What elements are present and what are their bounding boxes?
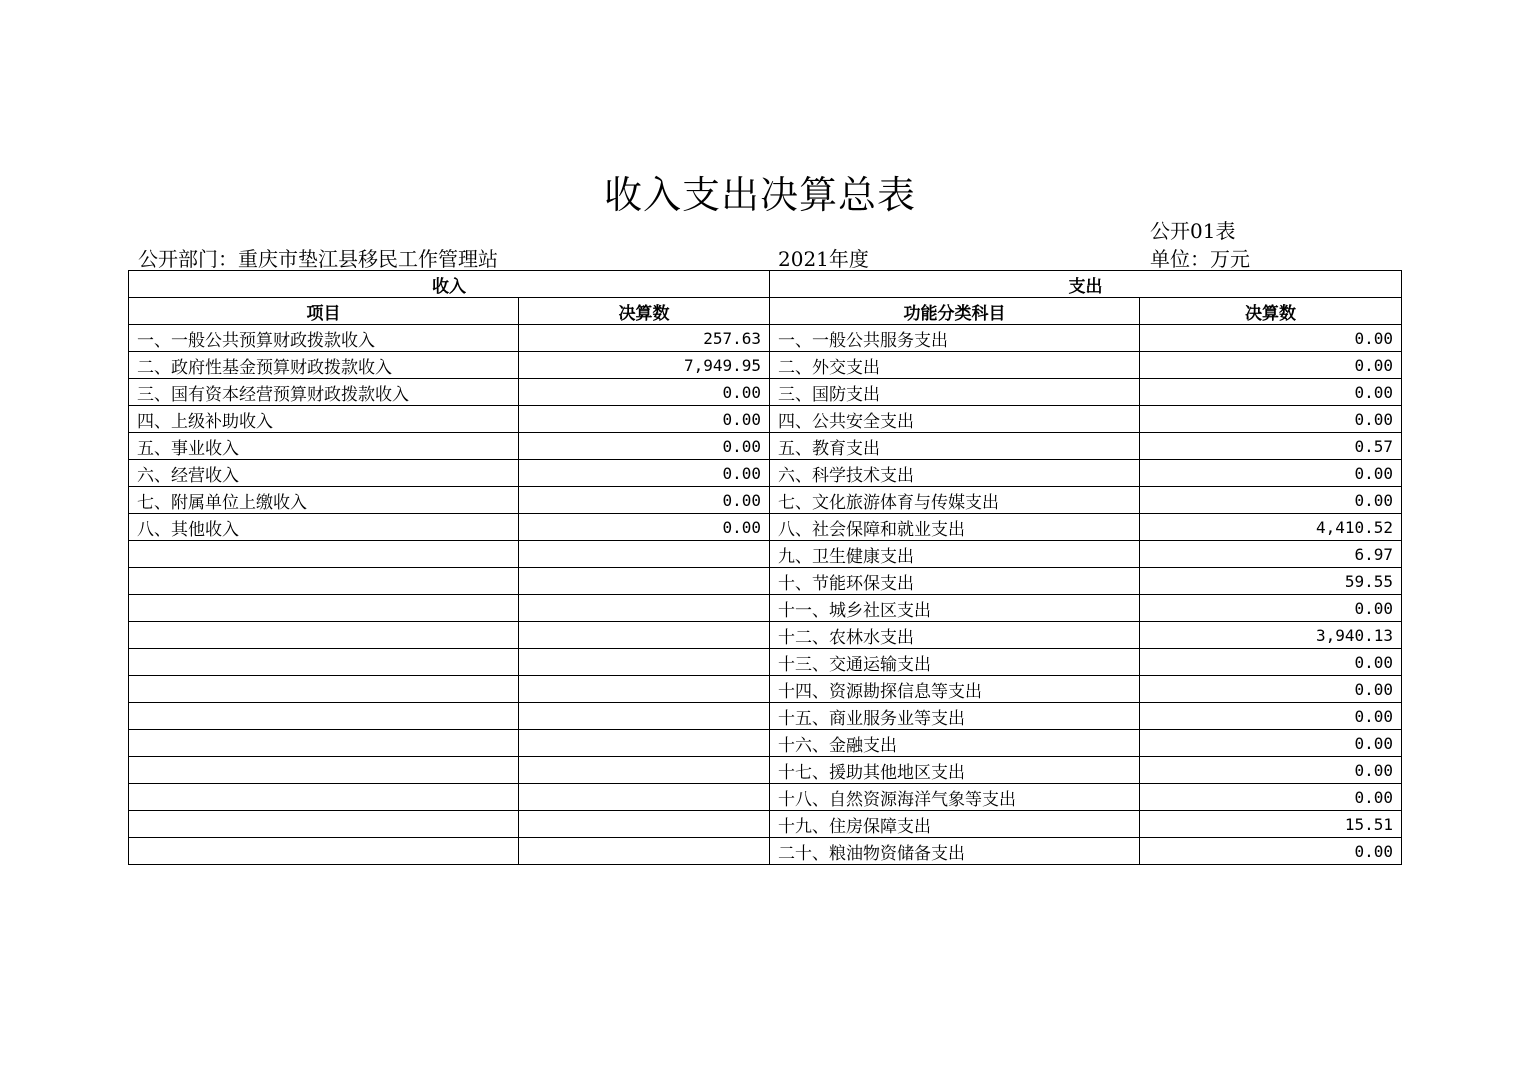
expense-amount-cell: 0.00 [1140, 784, 1402, 811]
income-item-cell [129, 811, 519, 838]
income-amount-column-header: 决算数 [519, 298, 770, 325]
income-item-cell [129, 703, 519, 730]
expense-amount-cell: 15.51 [1140, 811, 1402, 838]
income-item-cell: 八、其他收入 [129, 514, 519, 541]
expense-item-cell: 三、国防支出 [770, 379, 1140, 406]
table-group-header-row [129, 271, 1402, 298]
table-row [129, 811, 1402, 838]
table-column-header-row [129, 298, 1402, 325]
income-amount-cell [519, 757, 770, 784]
expense-item-cell: 八、社会保障和就业支出 [770, 514, 1140, 541]
income-amount-cell [519, 730, 770, 757]
table-row [129, 406, 1402, 433]
table-row [129, 595, 1402, 622]
function-category-column-header: 功能分类科目 [770, 298, 1140, 325]
table-row [129, 703, 1402, 730]
income-amount-cell [519, 568, 770, 595]
table-row [129, 325, 1402, 352]
expense-amount-cell: 0.00 [1140, 487, 1402, 514]
table-row [129, 757, 1402, 784]
income-amount-cell: 0.00 [519, 487, 770, 514]
income-item-cell [129, 622, 519, 649]
expense-item-cell: 十四、资源勘探信息等支出 [770, 676, 1140, 703]
income-item-cell: 七、附属单位上缴收入 [129, 487, 519, 514]
expense-amount-cell: 0.00 [1140, 730, 1402, 757]
table-row [129, 568, 1402, 595]
income-item-cell [129, 595, 519, 622]
table-row [129, 649, 1402, 676]
income-amount-cell [519, 595, 770, 622]
expense-amount-column-header: 决算数 [1140, 298, 1402, 325]
expense-amount-cell: 0.00 [1140, 676, 1402, 703]
income-item-cell [129, 676, 519, 703]
expense-amount-cell: 0.00 [1140, 352, 1402, 379]
income-amount-cell: 0.00 [519, 379, 770, 406]
income-item-cell [129, 784, 519, 811]
income-amount-cell: 257.63 [519, 325, 770, 352]
expense-item-cell: 十六、金融支出 [770, 730, 1140, 757]
table-row [129, 433, 1402, 460]
expense-item-cell: 十二、农林水支出 [770, 622, 1140, 649]
expense-item-cell: 十八、自然资源海洋气象等支出 [770, 784, 1140, 811]
table-row [129, 460, 1402, 487]
expense-item-cell: 十、节能环保支出 [770, 568, 1140, 595]
income-item-cell [129, 757, 519, 784]
table-row [129, 487, 1402, 514]
table-row [129, 379, 1402, 406]
expense-amount-cell: 3,940.13 [1140, 622, 1402, 649]
income-amount-cell [519, 541, 770, 568]
expense-item-cell: 十九、住房保障支出 [770, 811, 1140, 838]
income-amount-cell: 0.00 [519, 514, 770, 541]
income-amount-cell: 0.00 [519, 433, 770, 460]
table-row [129, 622, 1402, 649]
table-row [129, 838, 1402, 865]
income-amount-cell [519, 784, 770, 811]
income-amount-cell [519, 811, 770, 838]
unit-label: 单位：万元 [1150, 247, 1250, 271]
expense-item-cell: 七、文化旅游体育与传媒支出 [770, 487, 1140, 514]
page-title: 收入支出决算总表 [603, 173, 916, 217]
expense-item-cell: 二十、粮油物资储备支出 [770, 838, 1140, 865]
expense-amount-cell: 0.57 [1140, 433, 1402, 460]
expense-amount-cell: 0.00 [1140, 325, 1402, 352]
table-row [129, 352, 1402, 379]
table-body [129, 325, 1402, 865]
fiscal-year: 2021年度 [778, 247, 869, 271]
income-amount-cell [519, 703, 770, 730]
expense-group-header: 支出 [770, 271, 1402, 298]
income-amount-cell [519, 838, 770, 865]
income-item-cell [129, 568, 519, 595]
income-item-cell: 三、国有资本经营预算财政拨款收入 [129, 379, 519, 406]
income-amount-cell [519, 649, 770, 676]
department-label: 公开部门：重庆市垫江县移民工作管理站 [138, 247, 498, 271]
expense-item-cell: 十七、援助其他地区支出 [770, 757, 1140, 784]
income-item-cell [129, 838, 519, 865]
expense-amount-cell: 0.00 [1140, 703, 1402, 730]
table-row [129, 784, 1402, 811]
expense-amount-cell: 59.55 [1140, 568, 1402, 595]
expense-amount-cell: 0.00 [1140, 460, 1402, 487]
table-row [129, 541, 1402, 568]
item-column-header: 项目 [129, 298, 519, 325]
expense-amount-cell: 0.00 [1140, 838, 1402, 865]
expense-item-cell: 十一、城乡社区支出 [770, 595, 1140, 622]
table-row [129, 514, 1402, 541]
expense-amount-cell: 0.00 [1140, 379, 1402, 406]
income-item-cell [129, 730, 519, 757]
expense-amount-cell: 0.00 [1140, 595, 1402, 622]
table-row [129, 676, 1402, 703]
income-item-cell [129, 541, 519, 568]
expense-amount-cell: 4,410.52 [1140, 514, 1402, 541]
expense-amount-cell: 0.00 [1140, 406, 1402, 433]
income-item-cell: 四、上级补助收入 [129, 406, 519, 433]
income-group-header: 收入 [129, 271, 770, 298]
income-item-cell: 五、事业收入 [129, 433, 519, 460]
income-amount-cell: 0.00 [519, 406, 770, 433]
income-item-cell [129, 649, 519, 676]
expense-amount-cell: 6.97 [1140, 541, 1402, 568]
expense-item-cell: 二、外交支出 [770, 352, 1140, 379]
income-amount-cell: 0.00 [519, 460, 770, 487]
table-row [129, 730, 1402, 757]
income-item-cell: 六、经营收入 [129, 460, 519, 487]
expense-item-cell: 九、卫生健康支出 [770, 541, 1140, 568]
expense-amount-cell: 0.00 [1140, 649, 1402, 676]
expense-item-cell: 五、教育支出 [770, 433, 1140, 460]
income-amount-cell [519, 622, 770, 649]
expense-item-cell: 一、一般公共服务支出 [770, 325, 1140, 352]
income-item-cell: 一、一般公共预算财政拨款收入 [129, 325, 519, 352]
expense-item-cell: 十三、交通运输支出 [770, 649, 1140, 676]
income-amount-cell [519, 676, 770, 703]
income-item-cell: 二、政府性基金预算财政拨款收入 [129, 352, 519, 379]
expense-amount-cell: 0.00 [1140, 757, 1402, 784]
expense-item-cell: 十五、商业服务业等支出 [770, 703, 1140, 730]
budget-table [128, 270, 1402, 865]
expense-item-cell: 四、公共安全支出 [770, 406, 1140, 433]
table-number: 公开01表 [1150, 219, 1236, 243]
expense-item-cell: 六、科学技术支出 [770, 460, 1140, 487]
income-amount-cell: 7,949.95 [519, 352, 770, 379]
